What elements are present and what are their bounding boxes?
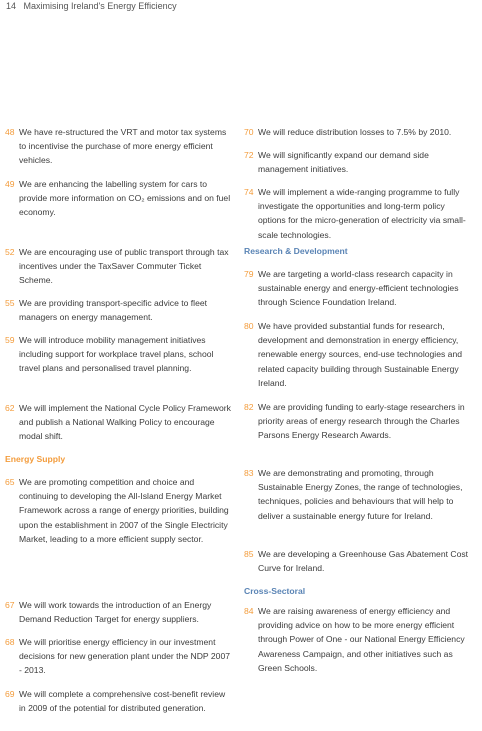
item-text: We will significantly expand our demand side management initiatives. [258, 150, 429, 175]
item-number: 62 [5, 403, 15, 413]
action-item [244, 319, 474, 400]
item-number: 82 [244, 402, 254, 412]
action-item [5, 687, 233, 731]
action-item [244, 400, 474, 466]
item-number: 72 [244, 150, 254, 160]
item-text: We will work towards the introduction of an Energy Demand Reduction Target for energy suppliers. [19, 600, 212, 625]
item-number: 59 [5, 335, 15, 345]
item-number: 84 [244, 606, 254, 616]
action-item [5, 296, 233, 333]
item-number: 80 [244, 321, 254, 331]
item-number: 74 [244, 187, 254, 197]
item-text: We will prioritise energy efficiency in our investment decisions for new generation plant under the NDP 2007 - 2013. [19, 637, 231, 676]
item-number: 70 [244, 127, 254, 137]
action-item [244, 267, 474, 319]
item-text: We are demonstrating and promoting, through Sustainable Energy Zones, the range of technologies, techniques, policies and behaviours that will help to deliver a sustainable energy future for Ireland. [258, 468, 463, 521]
action-item [244, 148, 474, 185]
action-item [5, 333, 233, 401]
item-number: 83 [244, 468, 254, 478]
item-number: 65 [5, 477, 15, 487]
item-number: 69 [5, 689, 15, 699]
item-text: We are promoting competition and choice and continuing to developing the All-Island Energy Market Framework across a range of energy priorities, building upon the establishment in 2007 of the Single Electricity Market, leading to a more efficient supply sector. [19, 477, 229, 544]
left-column [5, 125, 233, 731]
action-item [5, 598, 233, 635]
item-number: 55 [5, 298, 15, 308]
page-header [6, 1, 177, 11]
action-item [5, 475, 233, 598]
item-text: We are encouraging use of public transport through tax incentives under the TaxSaver Commuter Ticket Scheme. [19, 247, 229, 286]
item-text: We have provided substantial funds for research, development and demonstration in energy efficiency, renewable energy sources, end-use technologies and related capacity building through Sustainable Energy Ireland. [258, 321, 462, 388]
action-item [5, 125, 233, 177]
item-text: We are developing a Greenhouse Gas Abatement Cost Curve for Ireland. [258, 549, 469, 574]
action-item [244, 185, 474, 244]
item-number: 52 [5, 247, 15, 257]
section-heading-research: Research & Development [244, 246, 348, 256]
item-text: We have re-structured the VRT and motor tax systems to incentivise the purchase of more energy efficient vehicles. [19, 127, 227, 166]
document-title: Maximising Ireland's Energy Efficiency [23, 1, 177, 11]
item-text: We are enhancing the labelling system for cars to provide more information on CO₂ emissions and on fuel economy. [19, 179, 231, 218]
item-text: We are providing funding to early-stage researchers in priority areas of energy research through the Charles Parsons Energy Research Awards. [258, 402, 465, 441]
action-item [244, 604, 474, 676]
section-heading-energy-supply: Energy Supply [5, 454, 66, 464]
item-text: We are providing transport-specific advice to fleet managers on energy management. [19, 298, 208, 323]
action-item [5, 177, 233, 245]
action-item [244, 125, 474, 148]
right-column [244, 125, 474, 676]
item-number: 48 [5, 127, 15, 137]
action-item [244, 547, 474, 584]
action-item [5, 401, 233, 452]
item-text: We will implement a wide-ranging programme to fully investigate the opportunities and long-term policy options for the micro-generation of electricity via small-scale technologies. [258, 187, 466, 240]
item-text: We will implement the National Cycle Policy Framework and publish a National Walking Policy to encourage modal shift. [19, 403, 231, 442]
page-number: 14 [6, 1, 17, 11]
section-heading-cross-sectoral: Cross-Sectoral [244, 586, 306, 596]
item-text: We will introduce mobility management initiatives including support for workplace travel plans, school travel plans and personalised travel planning. [19, 335, 214, 374]
action-item [244, 466, 474, 547]
item-number: 67 [5, 600, 15, 610]
item-text: We are raising awareness of energy efficiency and providing advice on how to be more energy efficient through Power of One - our National Energy Efficiency Awareness Campaign, and other initiatives such as Green Schools. [258, 606, 465, 673]
item-number: 49 [5, 179, 15, 189]
item-number: 68 [5, 637, 15, 647]
item-text: We will complete a comprehensive cost-benefit review in 2009 of the potential for distributed generation. [19, 689, 226, 714]
item-number: 85 [244, 549, 254, 559]
item-number: 79 [244, 269, 254, 279]
action-item [5, 245, 233, 296]
item-text: We will reduce distribution losses to 7.5% by 2010. [258, 127, 452, 137]
item-text: We are targeting a world-class research capacity in sustainable energy and energy-efficient technologies through Science Foundation Ireland. [258, 269, 459, 308]
action-item [5, 635, 233, 687]
